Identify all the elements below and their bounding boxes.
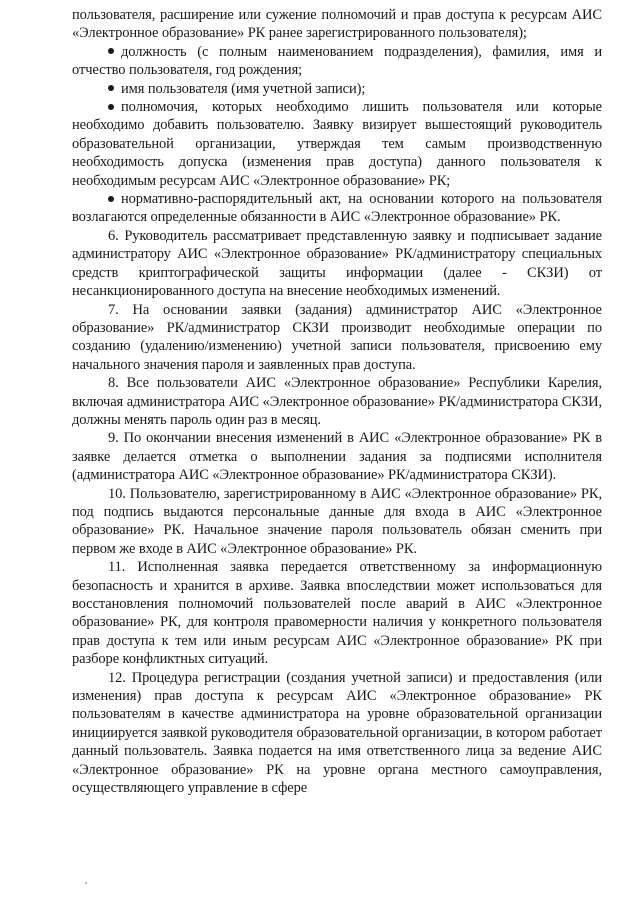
numbered-paragraph-7: 7. На основании заявки (задания) администратор АИС «Электронное образование» РК/администратор СКЗИ производит необходимые операции по созданию (удалению/изменению) учетной записи пользователя, присвоению ему начального значения пароля и заявленных прав доступа. xyxy=(72,301,602,373)
bullet-icon xyxy=(108,104,114,110)
numbered-paragraph-9: 9. По окончании внесения изменений в АИС «Электронное образование» РК в заявке делается отметка о выполнении задания за подписями исполнителя (администратора АИС «Электронное образование» РК/администратора СКЗИ). xyxy=(72,430,602,484)
bullet-item xyxy=(72,80,602,98)
paragraph-continuation: пользователя, расширение или сужение полномочий и прав доступа к ресурсам АИС «Электронное образование» РК ранее зарегистрированного пользователя); xyxy=(72,7,602,42)
scan-speck xyxy=(85,882,87,884)
numbered-paragraph-8: 8. Все пользователи АИС «Электронное образование» Республики Карелия, включая администратора АИС «Электронное образование» РК/администратора СКЗИ, должны менять пароль один раз в месяц. xyxy=(72,375,602,428)
bullet-icon xyxy=(108,48,114,54)
bullet-text: нормативно-распорядительный акт, на основании которого на пользователя возлагаются определенные обязанности в АИС «Электронное образование» РК. xyxy=(72,191,602,226)
bullet-item xyxy=(72,190,602,227)
bullet-item xyxy=(72,98,602,190)
bullet-text: имя пользователя (имя учетной записи); xyxy=(121,80,366,97)
numbered-paragraph-12: 12. Процедура регистрации (создания учетной записи) и предоставления (или изменения) прав доступа к ресурсам АИС «Электронное образование» РК пользователям в качестве администратора на уровне образовательной организации инициируется заявкой руководителя образовательной организации, в котором работает данный пользователь. Заявка подается на имя ответственного лица за ведение АИС «Электронное образование» РК на уровне органа местного самоуправления, осуществляющего управление в сфере xyxy=(72,669,602,797)
numbered-paragraph-6: 6. Руководитель рассматривает представленную заявку и подписывает задание администратору АИС «Электронное образование» РК/администратору специальных средств криптографической защиты информации (далее - СКЗИ) от несанкционированного доступа на внесение необходимых изменений. xyxy=(72,227,602,300)
bullet-item xyxy=(72,43,602,80)
bullet-icon xyxy=(108,196,114,202)
bullet-icon xyxy=(108,85,114,91)
bullet-text: полномочия, которых необходимо лишить пользователя или которые необходимо добавить пользователю. Заявку визирует вышестоящий руководитель образовательной организации, утверждая тем самым производственную необходимость допуска (изменения прав доступа) данного пользователя к необходимым ресурсам АИС «Электронное образование» РК; xyxy=(72,99,602,189)
bullet-text: должность (с полным наименованием подразделения), фамилия, имя и отчество пользователя, год рождения; xyxy=(72,43,602,79)
document-page xyxy=(72,6,602,797)
numbered-paragraph-11: 11. Исполненная заявка передается ответственному за информационную безопасность и хранится в архиве. Заявка впоследствии может использоваться для восстановления полномочий пользователей после аварий в АИС «Электронное образование» РК, для контроля правомерности наличия у конкретного пользователя прав доступа к тем или иным ресурсам АИС «Электронное образование» РК при разборе конфликтных ситуаций. xyxy=(72,559,602,668)
numbered-paragraph-10: 10. Пользователю, зарегистрированному в АИС «Электронное образование» РК, под подпись выдаются персональные данные для входа в АИС «Электронное образование» РК. Начальное значение пароля пользователь обязан сменить при первом же входе в АИС «Электронное образование» РК. xyxy=(72,485,602,557)
